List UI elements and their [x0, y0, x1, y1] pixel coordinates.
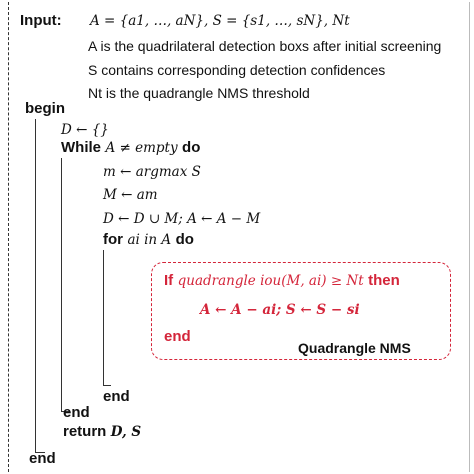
begin-keyword: begin: [25, 100, 65, 117]
frame-right-border: [469, 2, 470, 472]
if-end-keyword: end: [164, 328, 191, 345]
while-line: [61, 139, 200, 157]
return-value: D, S: [110, 424, 142, 440]
if-condition: quadrangle iou(M, ai) ≥ Nt: [177, 273, 364, 289]
while-keyword: While: [61, 139, 101, 156]
while-do-keyword: do: [182, 139, 201, 156]
for-keyword: for: [103, 231, 123, 248]
while-scope-line: [61, 158, 62, 411]
end-keyword: end: [29, 450, 56, 467]
begin-scope-line: [35, 119, 36, 452]
input-formula: A = {a1, …, aN}, S = {s1, …, sN}, Nt: [90, 13, 350, 29]
for-do-keyword: do: [175, 231, 194, 248]
input-desc-A: A is the quadrilateral detection boxs after initial screening: [88, 38, 442, 54]
then-keyword: then: [368, 272, 400, 289]
while-end-keyword: end: [63, 404, 90, 421]
for-scope-tick: [103, 385, 111, 386]
if-line: [164, 272, 400, 290]
while-condition: A ≠ empty: [105, 140, 178, 156]
for-end-keyword: end: [103, 388, 130, 405]
for-scope-line: [103, 250, 104, 385]
return-line: [63, 423, 141, 441]
line-M: M ← am: [103, 187, 158, 203]
return-keyword: return: [63, 423, 107, 440]
quadrangle-nms-label: Quadrangle NMS: [298, 340, 411, 356]
line-m: m ← argmax S: [103, 164, 201, 180]
init-line: D ← {}: [61, 122, 109, 138]
input-desc-S: S contains corresponding detection confidences: [88, 62, 386, 78]
for-line: [103, 231, 194, 249]
line-D: D ← D ∪ M; A ← A − M: [103, 211, 261, 227]
if-body: A ← A − ai; S ← S − si: [200, 302, 360, 318]
if-keyword: If: [164, 272, 174, 289]
input-desc-N: Nt is the quadrangle NMS threshold: [88, 85, 310, 101]
input-label: Input:: [20, 12, 62, 29]
for-variable: ai in A: [127, 232, 172, 248]
